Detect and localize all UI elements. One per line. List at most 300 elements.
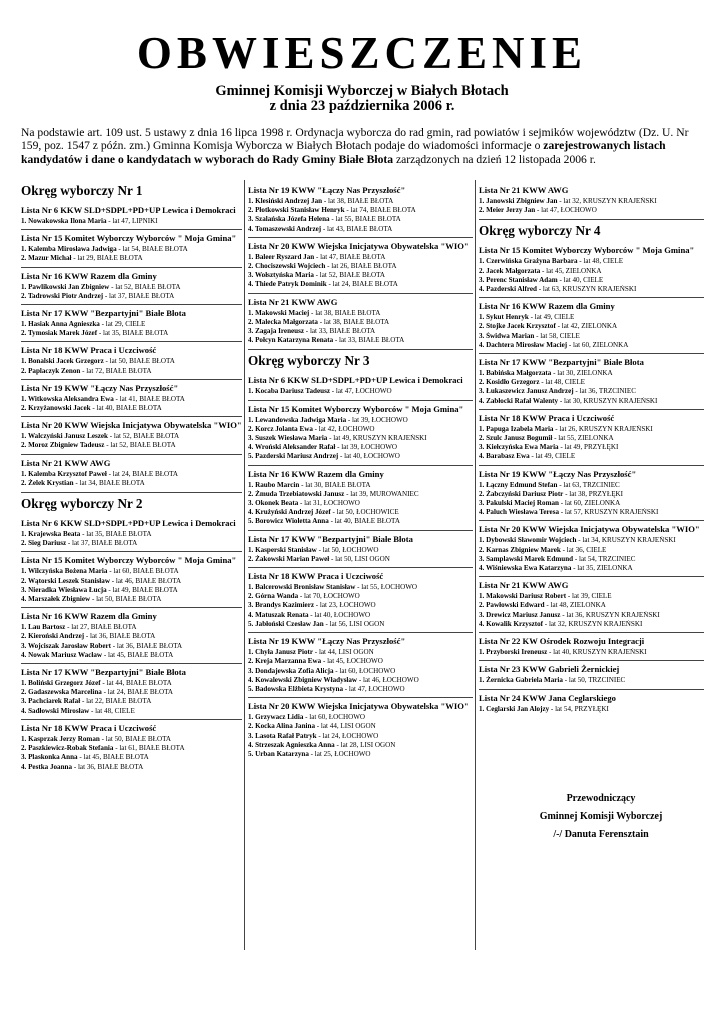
- list-title: Lista Nr 16 KWW Razem dla Gminy: [21, 611, 157, 622]
- candidate-details: - lat 47, ŁOCHOWO: [343, 684, 405, 693]
- candidate-details: - lat 22, BIAŁE BŁOTA: [80, 697, 152, 706]
- district-heading: Okręg wyborczy Nr 3: [248, 349, 473, 369]
- candidate-details: - lat 24, BIAŁE BŁOTA: [101, 688, 174, 697]
- candidate-name: 4. Matuszak Renata: [248, 610, 309, 619]
- candidate-list: [21, 416, 242, 453]
- candidate-list: [479, 576, 704, 632]
- candidate-row: [248, 490, 473, 499]
- candidate-list: [21, 551, 242, 607]
- candidate-name: 4. Dachtera Mirosław Maciej: [479, 340, 568, 349]
- candidate-details: - lat 39, ŁOCHOWO: [346, 415, 408, 424]
- candidate-list: [479, 520, 704, 576]
- candidate-details: - lat 46, ŁOCHOWO: [357, 675, 419, 684]
- list-title: Lista Nr 17 KWW "Bezpartyjni" Białe Błota: [479, 357, 644, 368]
- candidate-name: 1. Dybowski Sławomir Wojciech: [479, 536, 577, 545]
- candidate-name: 3. Drewicz Mariusz Janusz: [479, 610, 561, 619]
- candidate-details: - lat 37, BIAŁE BŁOTA: [66, 539, 138, 548]
- candidate-name: 1. Wilczyńska Bożena Maria: [21, 567, 108, 576]
- candidate-details: - lat 57, KRUSZYN KRAJEŃSKI: [559, 508, 659, 517]
- candidate-list: [479, 660, 704, 688]
- candidate-details: - lat 50, BIAŁE BŁOTA: [103, 357, 175, 366]
- candidate-row: [479, 434, 704, 443]
- candidate-name: 2. Moroz Zbigniew Tadeusz: [21, 441, 105, 450]
- candidate-name: 2. Tymosiak Marek Józef: [21, 329, 98, 338]
- candidate-row: [479, 206, 704, 215]
- list-title: Lista Nr 17 KWW "Bezpartyjni" Białe Błota: [248, 533, 413, 544]
- list-title: Lista Nr 21 KWW AWG: [248, 296, 338, 307]
- candidate-row: [248, 271, 473, 280]
- candidate-name: 5. Jabłoński Czesław Jan: [248, 619, 324, 628]
- district-heading: Okręg wyborczy Nr 4: [479, 219, 704, 239]
- candidate-details: - lat 47, BIAŁE BŁOTA: [314, 252, 386, 261]
- column-2: [248, 182, 473, 762]
- candidate-row: [21, 320, 242, 329]
- candidate-row: [21, 642, 242, 651]
- candidate-details: - lat 39, MUROWANIEC: [344, 489, 419, 498]
- candidate-row: [248, 555, 473, 564]
- candidate-list: [479, 689, 704, 717]
- candidate-row: [248, 416, 473, 425]
- candidate-name: 3. Lasota Rafał Patryk: [248, 731, 317, 740]
- candidate-details: - lat 42, ŁOCHOWO: [312, 424, 375, 433]
- candidate-details: - lat 44, BIAŁE BŁOTA: [100, 679, 172, 688]
- candidate-name: 4. Pestka Joanna: [21, 762, 73, 771]
- signature-block: [511, 790, 691, 844]
- candidate-details: - lat 23, ŁOCHOWO: [314, 601, 376, 610]
- candidate-details: - lat 34, KRUSZYN KRAJEŃSKI: [576, 536, 676, 545]
- candidate-row: [21, 539, 242, 548]
- candidate-name: 3. Perenc Stanisław Adam: [479, 275, 558, 284]
- candidate-name: 4. Paluch Wiesława Teresa: [479, 508, 560, 517]
- district-heading: Okręg wyborczy Nr 2: [21, 492, 242, 512]
- page-title: OBWIESZCZENIE: [136, 28, 588, 78]
- candidate-name: 3. Okonek Beata: [248, 499, 299, 508]
- candidate-details: - lat 52, BIAŁE BŁOTA: [109, 282, 181, 291]
- candidate-list: [21, 719, 242, 775]
- candidate-details: - lat 45, ZIELONKA: [540, 266, 602, 275]
- candidate-row: [21, 245, 242, 254]
- candidate-row: [248, 481, 473, 490]
- candidate-details: - lat 36, CIELE: [560, 545, 607, 554]
- candidate-details: - lat 60, ŁOCHOWO: [303, 713, 366, 722]
- list-title: Lista Nr 15 Komitet Wyborczy Wyborców " Moja Gmina": [248, 403, 464, 414]
- candidate-details: - lat 61, BIAŁE BŁOTA: [113, 744, 185, 753]
- list-title: Lista Nr 15 Komitet Wyborczy Wyborców " Moja Gmina": [21, 233, 237, 244]
- candidate-details: - lat 40, ŁOCHOWO: [338, 452, 400, 461]
- candidate-list: [21, 515, 242, 551]
- candidate-name: 1. Babińska Małgorzata: [479, 369, 552, 378]
- list-title: Lista Nr 21 KWW AWG: [479, 185, 569, 195]
- candidate-list: [21, 379, 242, 416]
- candidate-details: - lat 27, BIAŁE BŁOTA: [65, 623, 137, 632]
- candidate-details: - lat 74, BIAŁE BŁOTA: [344, 206, 416, 215]
- candidate-details: - lat 47, ŁOCHOWO: [329, 387, 392, 396]
- candidate-details: - lat 60, ZIELONKA: [559, 499, 621, 508]
- candidate-name: 1. Przyborski Ireneusz: [479, 648, 548, 657]
- candidate-name: 1. Nowakowska Ilona Maria: [21, 217, 107, 225]
- candidate-details: - lat 50, ŁOCHOWO: [316, 545, 379, 554]
- candidate-name: 2. Korcz Jolanta Ewa: [248, 424, 313, 433]
- list-title: Lista Nr 21 KWW AWG: [21, 457, 111, 468]
- candidate-details: - lat 32, KRUSZYN KRAJEŃSKI: [543, 619, 643, 628]
- candidate-list: [21, 607, 242, 663]
- candidate-row: [248, 197, 473, 206]
- candidate-row: [479, 499, 704, 508]
- candidate-details: - lat 46, BIAŁE BŁOTA: [109, 576, 182, 585]
- candidate-row: [248, 499, 473, 508]
- candidate-row: [248, 583, 473, 592]
- candidate-name: 2. Jacek Małgorzata: [479, 266, 541, 275]
- candidate-row: [248, 452, 473, 461]
- candidate-row: [248, 309, 473, 318]
- candidate-name: 5. Pazderski Mariusz Andrzej: [248, 452, 339, 461]
- candidate-row: [248, 685, 473, 694]
- candidate-name: 1. Sykut Henryk: [479, 313, 529, 322]
- candidate-details: - lat 48, CIELE: [539, 378, 585, 387]
- candidate-name: 1. Pawlikowski Jan Zbigniew: [21, 282, 110, 291]
- candidate-row: [479, 508, 704, 517]
- list-title: Lista Nr 6 KKW SLD+SDPL+PD+UP Lewica i Demokraci: [21, 205, 236, 215]
- candidate-details: - lat 54, TRZCINIEC: [573, 554, 636, 563]
- candidate-details: - lat 33, BIAŁE BŁOTA: [304, 327, 376, 336]
- candidate-name: 2. Żakowski Marian Paweł: [248, 554, 330, 563]
- candidate-details: - lat 43, BIAŁE BŁOTA: [321, 224, 393, 233]
- candidate-details: - lat 38, PRZYŁĘKI: [563, 489, 624, 498]
- list-title: Lista Nr 24 KWW Jana Ceglarskiego: [479, 692, 616, 703]
- candidate-name: 2. Płotkowski Stanisław Henryk: [248, 206, 345, 215]
- candidate-list: [248, 293, 473, 349]
- candidate-name: 4. Krużyński Andrzej Józef: [248, 508, 331, 517]
- candidate-details: - lat 47, LIPNIKI: [106, 217, 158, 225]
- candidate-details: - lat 54, PRZYŁĘKI: [549, 704, 609, 713]
- candidate-details: - lat 50, BIAŁE BŁOTA: [90, 595, 162, 604]
- list-title: Lista Nr 19 KWW "Łączy Nas Przyszłość": [248, 185, 406, 195]
- candidate-row: [248, 327, 473, 336]
- candidate-row: [479, 267, 704, 276]
- candidate-details: - lat 26, KRUSZYN KRAJEŃSKI: [553, 424, 653, 433]
- candidate-row: [248, 508, 473, 517]
- candidate-row: [248, 215, 473, 224]
- candidate-name: 3. Nieradka Wiesława Łucja: [21, 585, 107, 594]
- candidate-details: - lat 47, ŁOCHOWO: [535, 206, 597, 215]
- candidate-list: [479, 409, 704, 465]
- candidate-details: - lat 28, LISI OGON: [334, 740, 396, 749]
- column-divider: [475, 180, 476, 950]
- candidate-details: - lat 58, CIELE: [534, 331, 580, 340]
- candidate-details: - lat 42, ZIELONKA: [555, 322, 618, 331]
- candidate-name: 2. Żelek Krystian: [21, 478, 74, 487]
- candidate-details: - lat 49, BIAŁE BŁOTA: [106, 585, 178, 594]
- candidate-name: 2. Żmuda Trzebiatowski Janusz: [248, 489, 345, 498]
- candidate-row: [248, 676, 473, 685]
- candidate-row: [479, 276, 704, 285]
- intro-text-2: zarządzonych na dzień 12 listopada 2006 r.: [393, 152, 596, 166]
- candidate-row: [248, 336, 473, 345]
- candidate-row: [479, 564, 704, 573]
- candidate-name: 3. Plaskonka Anna: [21, 753, 78, 762]
- candidate-details: - lat 41, BIAŁE BŁOTA: [113, 394, 185, 403]
- candidate-list: [21, 663, 242, 719]
- candidate-name: 1. Kasprzak Jerzy Roman: [21, 734, 100, 743]
- list-title: Lista Nr 19 KWW "Łączy Nas Przyszłość": [479, 468, 637, 479]
- candidate-row: [248, 443, 473, 452]
- candidate-row: [21, 283, 242, 292]
- candidate-row: [248, 732, 473, 741]
- district-heading: Okręg wyborczy Nr 1: [21, 183, 143, 198]
- candidate-details: - lat 63, TRZCINIEC: [557, 480, 620, 489]
- candidate-list: [21, 341, 242, 378]
- candidate-details: - lat 55, BIAŁE BŁOTA: [329, 215, 401, 224]
- candidate-name: 1. Lau Bartosz: [21, 623, 66, 632]
- candidate-details: - lat 50, BIAŁE BŁOTA: [99, 734, 171, 743]
- candidate-details: - lat 34, BIAŁE BŁOTA: [73, 478, 145, 487]
- candidate-row: [479, 705, 704, 714]
- candidate-list: [21, 202, 242, 229]
- candidate-row: [21, 432, 242, 441]
- list-title: Lista Nr 21 KWW AWG: [479, 580, 569, 591]
- list-title: Lista Nr 23 KWW Gabrieli Żernickiej: [479, 664, 620, 675]
- candidate-row: [21, 753, 242, 762]
- candidate-name: 1. Baleer Ryszard Jan: [248, 252, 315, 261]
- candidate-row: [21, 292, 242, 301]
- subtitle-commission: Gminnej Komisji Wyborczej w Białych Błotach: [215, 83, 509, 99]
- candidate-details: - lat 35, BIAŁE BŁOTA: [97, 329, 169, 338]
- candidate-details: - lat 24, ŁOCHOWO: [316, 731, 379, 740]
- intro-text-1: Na podstawie art. 109 ust. 5 ustawy z dnia 16 lipca 1998 r. Ordynacja wyborcza do rad gmin, rad powiatów i sejmików województw (Dz. U. Nr 159, poz. 1547 z późn. zm.) Gminna Komisja Wyborcza w Białych Błotach podaje do wiadomości informacje o: [21, 126, 689, 153]
- candidate-row: [248, 262, 473, 271]
- candidate-row: [21, 586, 242, 595]
- candidate-details: - lat 50, LISI OGON: [329, 554, 390, 563]
- candidate-row: [479, 676, 704, 685]
- candidate-row: [248, 280, 473, 289]
- candidate-list: [479, 632, 704, 660]
- candidate-details: - lat 54, BIAŁE BŁOTA: [116, 245, 188, 254]
- candidate-name: 1. Grzywacz Lidia: [248, 713, 304, 722]
- candidate-details: - lat 45, BIAŁE BŁOTA: [102, 650, 174, 659]
- candidate-name: 1. Balcerowski Bronisław Stanisław: [248, 583, 356, 592]
- candidate-list: [21, 267, 242, 304]
- candidate-row: [248, 611, 473, 620]
- candidate-name: 3. Wojciszak Jarosław Robert: [21, 641, 111, 650]
- candidate-row: [21, 688, 242, 697]
- list-title: Lista Nr 18 KWW Praca i Uczciwość: [479, 412, 615, 423]
- candidate-row: [21, 404, 242, 413]
- list-title: Lista Nr 18 KWW Praca i Uczciwość: [21, 345, 157, 356]
- candidate-row: [21, 567, 242, 576]
- candidate-details: - lat 56, LISI OGON: [323, 619, 385, 628]
- candidate-details: - lat 48, CIELE: [89, 706, 135, 715]
- candidate-name: 2. Meier Jerzy Jan: [479, 206, 536, 215]
- candidate-name: 1. Klesiński Andrzej Jan: [248, 197, 323, 205]
- candidate-details: - lat 30, KRUSZYN KRAJEŃSKI: [558, 396, 658, 405]
- candidate-name: 4. Marszałek Zbigniew: [21, 595, 91, 604]
- candidate-details: - lat 36, BIAŁE BŁOTA: [72, 762, 144, 771]
- candidate-row: [479, 611, 704, 620]
- candidate-name: 4. Połcyn Katarzyna Renata: [248, 336, 334, 345]
- column-3: [479, 182, 704, 717]
- candidate-name: 3. Dondajewska Zofia Alicja: [248, 666, 334, 675]
- candidate-row: [248, 387, 473, 396]
- candidate-row: [21, 217, 242, 226]
- candidate-row: [479, 481, 704, 490]
- candidate-name: 4. Kowalewski Zbigniew Władysław: [248, 675, 358, 684]
- candidate-row: [479, 332, 704, 341]
- signature-name: /-/ Danuta Ferensztain: [553, 829, 649, 840]
- candidate-name: 1. Kalemba Krzysztof Paweł: [21, 469, 107, 478]
- list-title: Lista Nr 22 KW Ośrodek Rozwoju Integracji: [479, 636, 645, 647]
- candidate-name: 2. Gadaszewska Marcelina: [21, 688, 102, 697]
- candidate-row: [248, 592, 473, 601]
- candidate-name: 2. Kieroński Andrzej: [21, 632, 85, 641]
- candidate-row: [479, 555, 704, 564]
- list-title: Lista Nr 16 KWW Razem dla Gminy: [479, 301, 615, 312]
- candidate-details: - lat 30, ZIELONKA: [551, 369, 613, 378]
- candidate-row: [248, 318, 473, 327]
- candidate-row: [479, 592, 704, 601]
- list-title: Lista Nr 15 Komitet Wyborczy Wyborców " Moja Gmina": [479, 245, 695, 256]
- candidate-row: [21, 577, 242, 586]
- candidate-name: 3. Suszek Wiesława Maria: [248, 434, 328, 443]
- candidate-name: 3. Wołsztyńska Maria: [248, 271, 314, 280]
- candidate-row: [479, 601, 704, 610]
- candidate-details: - lat 33, BIAŁE BŁOTA: [333, 336, 405, 345]
- candidate-row: [21, 470, 242, 479]
- candidate-row: [21, 367, 242, 376]
- candidate-name: 1. Bonalski Jacek Grzegorz: [21, 357, 104, 366]
- candidate-name: 3. Samplawski Marek Edmund: [479, 554, 574, 563]
- candidate-row: [248, 225, 473, 234]
- candidate-name: 2. Chociszewski Wojciech: [248, 262, 326, 271]
- candidate-row: [479, 490, 704, 499]
- candidate-list: [479, 242, 704, 297]
- candidate-name: 1. Papuga Izabela Maria: [479, 424, 554, 433]
- candidate-details: - lat 24, BIAŁE BŁOTA: [326, 280, 398, 289]
- candidate-row: [479, 197, 704, 206]
- candidate-details: - lat 37, BIAŁE BŁOTA: [103, 291, 175, 300]
- candidate-name: 2. Wątorski Leszek Stanisław: [21, 576, 110, 585]
- candidate-row: [479, 257, 704, 266]
- candidate-name: 1. Boliński Grzegorz Józef: [21, 679, 101, 688]
- candidate-row: [21, 744, 242, 753]
- candidate-row: [21, 595, 242, 604]
- candidate-details: - lat 52, BIAŁE BŁOTA: [104, 441, 176, 450]
- candidate-details: - lat 70, ŁOCHOWO: [298, 592, 360, 601]
- candidate-name: 5. Borowicz Wioletta Anna: [248, 517, 329, 526]
- candidate-name: 3. Szalańska Józefa Helena: [248, 215, 330, 224]
- candidate-details: - lat 50, ŁOCHOWICE: [330, 508, 399, 517]
- list-title: Lista Nr 16 KWW Razem dla Gminy: [21, 270, 157, 281]
- candidate-details: - lat 39, ŁOCHOWO: [335, 443, 398, 452]
- candidate-name: 1. Łączny Edmund Stefan: [479, 480, 558, 489]
- candidate-row: [21, 763, 242, 772]
- candidate-row: [21, 479, 242, 488]
- candidate-details: - lat 35, ZIELONKA: [571, 564, 633, 573]
- candidate-row: [248, 648, 473, 657]
- candidate-details: - lat 52, BIAŁE BŁOTA: [107, 432, 180, 441]
- candidate-row: [21, 329, 242, 338]
- candidate-row: [21, 395, 242, 404]
- candidate-name: 3. Łukaszewicz Janusz Andrzej: [479, 387, 574, 396]
- candidate-list: [248, 182, 473, 237]
- list-title: Lista Nr 20 KWW Wiejska Inicjatywa Obywatelska "WIO": [248, 240, 469, 251]
- candidate-name: 1. Czerwińska Grażyna Barbara: [479, 257, 578, 266]
- candidate-details: - lat 26, BIAŁE BŁOTA: [325, 262, 397, 271]
- list-title: Lista Nr 15 Komitet Wyborczy Wyborców " Moja Gmina": [21, 555, 237, 566]
- candidate-details: - lat 36, TRZCINIEC: [573, 387, 636, 396]
- candidate-details: - lat 29, CIELE: [99, 320, 146, 329]
- candidate-details: - lat 45, ŁOCHOWO: [321, 657, 383, 666]
- candidate-name: 2. Tadrowski Piotr Andrzej: [21, 291, 104, 300]
- candidate-details: - lat 40, CIELE: [557, 275, 604, 284]
- candidate-name: 1. Krajewska Beata: [21, 530, 81, 539]
- column-1: [21, 182, 242, 775]
- intro-text-bold: zarejestrowanych listach kandydatów i dane o kandydatach w wyborach do Rady Gminy Białe Błota: [21, 139, 666, 166]
- candidate-name: 4. Strzeszak Agnieszka Anna: [248, 740, 335, 749]
- candidate-row: [248, 546, 473, 555]
- list-title: Lista Nr 17 KWW "Bezpartyjni" Białe Błota: [21, 308, 186, 319]
- candidate-row: [248, 601, 473, 610]
- candidate-details: - lat 38, BIAŁE BŁOTA: [322, 197, 394, 205]
- candidate-details: - lat 49, CIELE: [529, 452, 576, 461]
- candidate-details: - lat 35, BIAŁE BŁOTA: [80, 530, 152, 539]
- candidate-row: [248, 206, 473, 215]
- candidate-list: [248, 237, 473, 293]
- candidate-name: 1. Kocaba Dariusz Tadeusz: [248, 387, 330, 396]
- candidate-name: 2. Kreja Marzanna Ewa: [248, 657, 322, 666]
- candidate-row: [248, 741, 473, 750]
- candidate-details: - lat 60, ZIELONKA: [567, 340, 629, 349]
- candidate-name: 3. Zagaja Ireneusz: [248, 327, 305, 336]
- candidate-name: 4. Wroński Aleksander Rafał: [248, 443, 336, 452]
- candidate-name: 2. Szulc Janusz Bogumił: [479, 434, 553, 443]
- candidate-details: - lat 63, KRUSZYN KRAJEŃSKI: [537, 285, 637, 294]
- candidate-row: [21, 357, 242, 366]
- candidate-details: - lat 45, BIAŁE BŁOTA: [77, 753, 149, 762]
- candidate-row: [479, 378, 704, 387]
- candidate-row: [479, 452, 704, 461]
- candidate-row: [479, 322, 704, 331]
- list-title: Lista Nr 20 KWW Wiejska Inicjatywa Obywatelska "WIO": [479, 524, 700, 535]
- candidate-details: - lat 72, BIAŁE BŁOTA: [80, 366, 152, 375]
- candidate-name: 2. Sieg Dariusz: [21, 539, 67, 548]
- candidate-name: 2. Kosidło Grzegorz: [479, 378, 540, 387]
- list-title: Lista Nr 16 KWW Razem dla Gminy: [248, 468, 384, 479]
- candidate-details: - lat 24, BIAŁE BŁOTA: [106, 469, 179, 478]
- candidate-list: [21, 229, 242, 266]
- candidate-row: [479, 313, 704, 322]
- candidate-name: 1. Kalemba Mirosława Jadwiga: [21, 245, 117, 254]
- candidate-details: - lat 36, KRUSZYN KRAJEŃSKI: [560, 610, 660, 619]
- signature-role: Przewodniczący: [566, 793, 636, 804]
- candidate-row: [479, 443, 704, 452]
- candidate-list: [479, 465, 704, 521]
- candidate-name: 2. Malecka Małgorzata: [248, 317, 318, 326]
- candidate-details: - lat 40, KRUSZYN KRAJEŃSKI: [547, 648, 647, 657]
- list-title: Lista Nr 6 KKW SLD+SDPL+PD+UP Lewica i Demokraci: [248, 375, 463, 386]
- candidate-row: [21, 697, 242, 706]
- candidate-row: [21, 254, 242, 263]
- candidate-details: - lat 48, ZIELONKA: [544, 601, 606, 610]
- candidate-name: 2. Krzyżanowski Jacek: [21, 404, 91, 413]
- candidate-name: 4. Thiede Patryk Dominik: [248, 280, 327, 289]
- candidate-name: 2. Mazur Michał: [21, 254, 72, 263]
- candidate-details: - lat 25, ŁOCHOWO: [308, 749, 371, 758]
- candidate-list: [248, 567, 473, 632]
- candidate-details: - lat 49, PRZYŁĘKI: [558, 443, 619, 452]
- candidate-row: [479, 536, 704, 545]
- candidate-name: 1. Lewandowska Jadwiga Maria: [248, 415, 347, 424]
- candidate-details: - lat 38, BIAŁE BŁOTA: [309, 308, 381, 317]
